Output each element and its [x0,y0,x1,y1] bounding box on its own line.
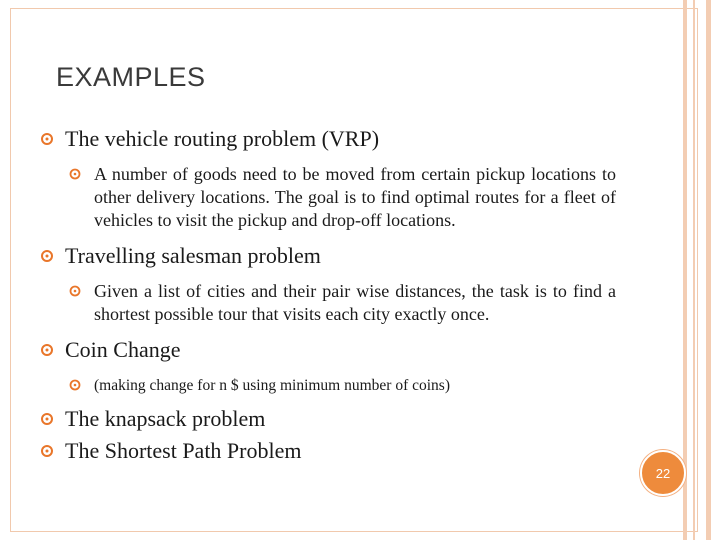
page-number-badge: 22 [640,450,686,496]
flower-bullet-icon [40,412,54,426]
list-item-label: The knapsack problem [65,406,266,431]
decor-line [683,0,687,540]
list-item [40,125,616,153]
decor-line [706,0,711,540]
flower-bullet-icon [68,167,82,181]
list-item-label: The vehicle routing problem (VRP) [65,126,380,151]
sub-item-text: Given a list of cities and their pair wise distances, the task is to find a shortest possible tour that visits each city exactly once. [94,281,616,324]
bullet-list [40,125,616,465]
list-item-label: Coin Change [65,337,181,362]
list-item-label: The Shortest Path Problem [65,438,302,463]
list-item [40,336,616,364]
flower-bullet-icon [40,343,54,357]
sub-item [68,163,616,232]
decor-line [693,0,695,540]
sub-item [68,280,616,326]
sub-item [68,374,616,397]
flower-bullet-icon [40,249,54,263]
list-item [40,405,616,433]
sub-item-text: (making change for n $ using minimum number of coins) [94,377,451,394]
flower-bullet-icon [68,378,82,392]
flower-bullet-icon [40,444,54,458]
list-item-label: Travelling salesman problem [65,243,321,268]
flower-bullet-icon [40,132,54,146]
list-item [40,242,616,270]
sub-item-text: A number of goods need to be moved from certain pickup locations to other delivery locations. The goal is to find optimal routes for a fleet of vehicles to visit the pickup and drop-off locations. [94,164,616,230]
slide-title: EXAMPLES [56,62,206,92]
flower-bullet-icon [68,284,82,298]
list-item [40,437,616,465]
